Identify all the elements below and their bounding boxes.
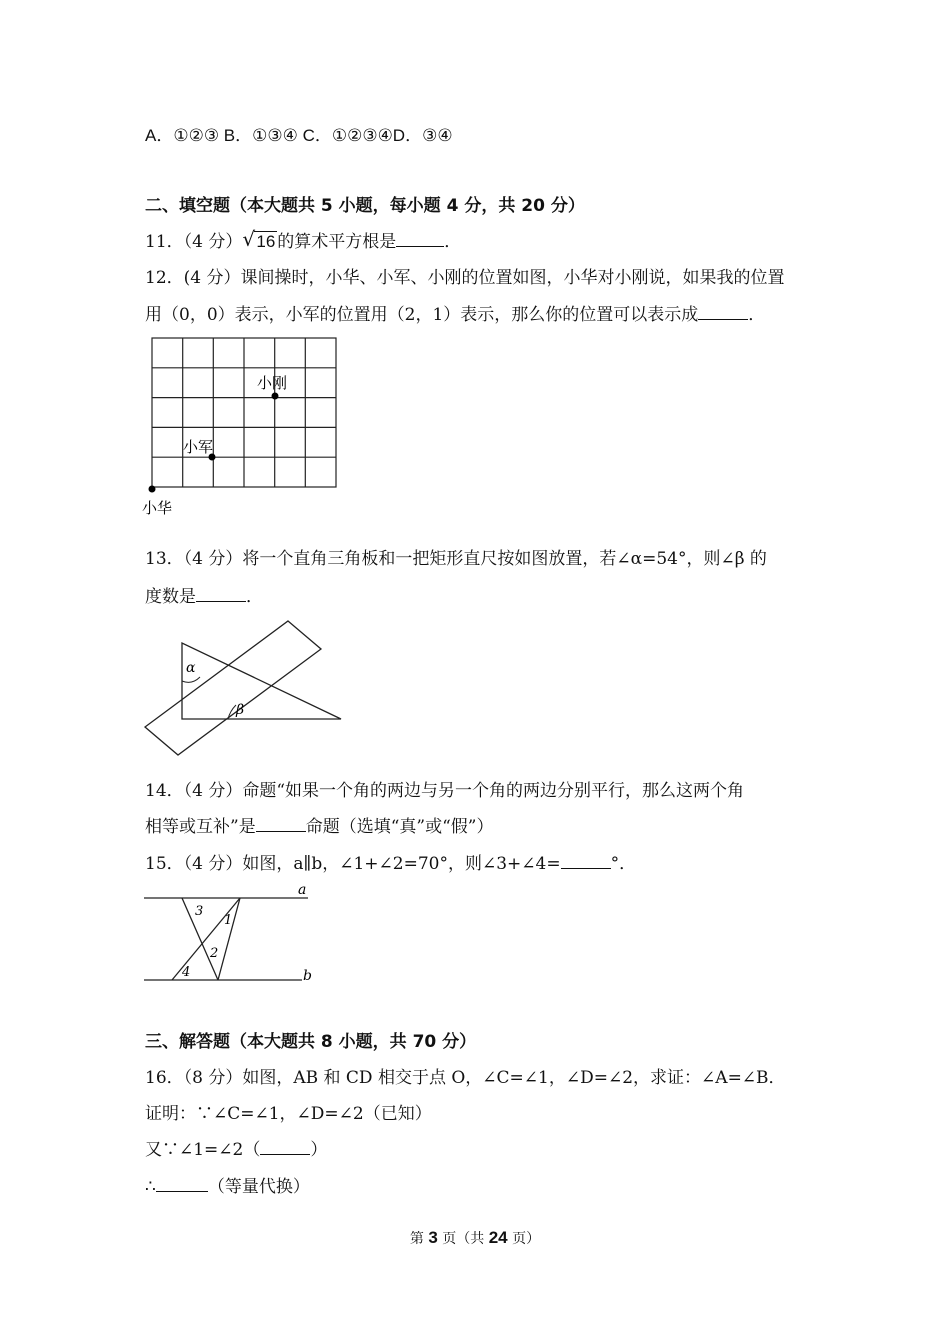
q13-line1: 13．（4 分）将一个直角三角板和一把矩形直尺按如图放置，若∠α=54°，则∠β 的 (145, 549, 767, 569)
xiaojun-label: 小军 (183, 438, 214, 456)
q16-line3-end: ） (310, 1140, 328, 1160)
label-a: a (298, 882, 307, 898)
q13-line2 (145, 585, 263, 609)
q12-line2 (145, 303, 765, 327)
xiaohua-point (149, 486, 156, 493)
label-3: 3 (195, 904, 204, 919)
footer-pre: 第 (409, 1231, 429, 1247)
q16-conclusion-blank (156, 1175, 208, 1192)
grid-lines (152, 338, 336, 487)
triangle-ruler (182, 643, 341, 719)
q12-line2-text: 用（0，0）表示，小军的位置用（2，1）表示，那么你的位置可以表示成 (145, 305, 699, 325)
q16-line4-end: （等量代换） (207, 1177, 310, 1197)
q15-text: 15．（4 分）如图，a∥b，∠1+∠2=70°，则∠3+∠4= (145, 854, 561, 874)
q16-reason-blank (260, 1138, 310, 1155)
q14-line2-end: 命题（选填“真”或“假”） (305, 817, 494, 837)
q12-line1: 12．(4 分）课间操时，小华、小军、小刚的位置如图，小华对小刚说，如果我的位置 (145, 268, 785, 288)
label-b: b (303, 968, 312, 984)
q16-line4-start: ∴ (145, 1177, 156, 1197)
xiaogang-point (272, 393, 279, 400)
q14-answer-blank (256, 815, 306, 832)
q14-line2 (145, 815, 493, 839)
q12-grid-figure (138, 334, 348, 519)
alpha-arc (182, 677, 200, 682)
q11-end: ． (444, 232, 462, 252)
q13-line2-text: 度数是 (145, 587, 196, 607)
q15-end: °． (610, 854, 637, 874)
q15-figure (140, 880, 330, 985)
q15 (145, 852, 636, 876)
footer-page-number: 3 (428, 1228, 438, 1247)
q12-end: ． (748, 305, 766, 325)
label-4: 4 (182, 965, 191, 980)
label-2: 2 (210, 946, 219, 961)
q16-line2: 证明：∵∠C=∠1，∠D=∠2（已知） (145, 1104, 432, 1124)
q14-line1: 14．（4 分）命题“如果一个角的两边与另一个角的两边分别平行，那么这两个角 (145, 781, 745, 801)
q11-answer-blank (396, 230, 444, 247)
xiaogang-label: 小刚 (257, 374, 288, 392)
page-footer (0, 1228, 950, 1248)
q13-answer-blank (196, 585, 246, 602)
q11-radicand: 16 (256, 232, 276, 251)
rectangle-ruler (145, 621, 321, 755)
q15-answer-blank (561, 852, 611, 869)
q11 (145, 227, 462, 254)
footer-post: 页） (507, 1231, 541, 1247)
section2-title: 二、填空题（本大题共 5 小题，每小题 4 分，共 20 分） (145, 196, 585, 216)
label-1: 1 (224, 913, 233, 928)
q16-line3 (145, 1138, 327, 1162)
q14-line2-start: 相等或互补”是 (145, 817, 256, 837)
q11-suffix: 的算术平方根是 (277, 232, 397, 252)
q10-options: A．①②③ B．①③④ C．①②③④D．③④ (145, 126, 453, 145)
q13-end: ． (246, 587, 263, 607)
q13-figure (140, 615, 355, 760)
q12-answer-blank (698, 303, 748, 320)
q11-prefix: 11．（4 分） (145, 232, 243, 252)
q16-line4 (145, 1175, 310, 1199)
footer-total-pages: 24 (488, 1228, 508, 1247)
q16-line1: 16．（8 分）如图，AB 和 CD 相交于点 O，∠C=∠1，∠D=∠2，求证：∠A=∠B． (145, 1068, 786, 1088)
section3-title: 三、解答题（本大题共 8 小题，共 70 分） (145, 1032, 477, 1052)
beta-label: β (236, 702, 245, 718)
alpha-label: α (186, 660, 196, 676)
xiaohua-label: 小华 (142, 499, 173, 517)
q16-line3-start: 又∵∠1=∠2（ (145, 1140, 261, 1160)
footer-mid: 页（共 (437, 1231, 489, 1247)
sqrt-symbol: √ 16 (242, 227, 276, 251)
